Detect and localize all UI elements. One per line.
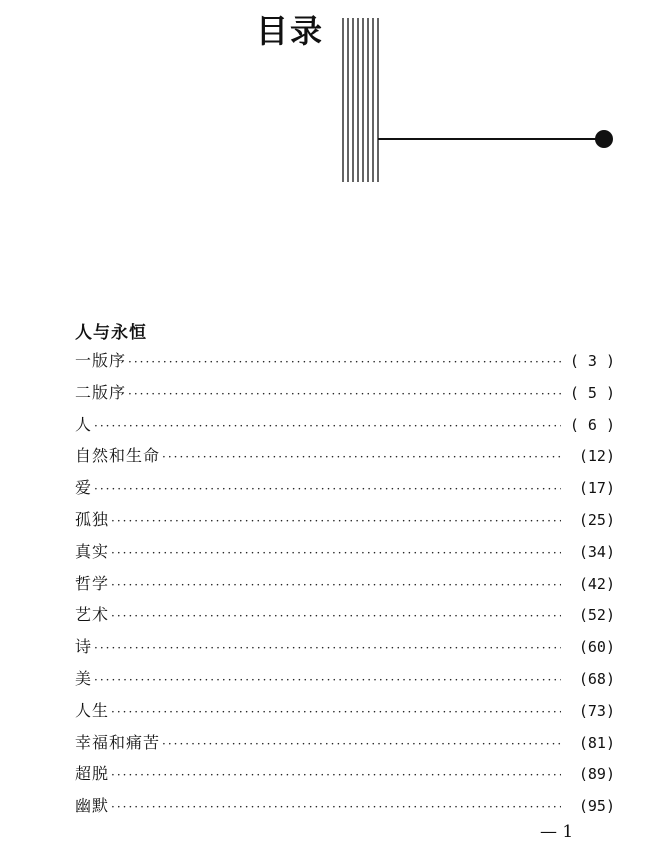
- dot-leader: [162, 442, 561, 474]
- toc-entry[interactable]: [75, 695, 615, 727]
- toc-entry-page: ( 5 ): [569, 383, 615, 402]
- toc-entry-title: 真实: [75, 541, 110, 561]
- toc-entry-title: 幸福和痛苦: [75, 732, 161, 752]
- dot-leader: [111, 697, 561, 729]
- toc-entry-title: 人: [75, 414, 93, 434]
- toc-entry-title: 诗: [75, 637, 93, 657]
- toc-entry[interactable]: [75, 631, 615, 663]
- page-number: — 1: [540, 822, 574, 842]
- toc-entry-page: (95): [578, 797, 615, 816]
- decorative-ornament: [0, 0, 650, 200]
- toc-entry-page: (89): [578, 765, 615, 784]
- dot-leader: [94, 411, 561, 443]
- toc-entry-title: 人生: [75, 700, 110, 720]
- toc-entry-page: ( 6 ): [569, 415, 615, 434]
- toc-entry[interactable]: [75, 504, 615, 536]
- toc-entry[interactable]: [75, 727, 615, 759]
- toc-entry[interactable]: [75, 345, 615, 377]
- toc-entry-page: (68): [578, 669, 615, 688]
- toc-entry-page: (17): [578, 479, 615, 498]
- dot-leader: [111, 760, 561, 792]
- dot-leader: [94, 474, 561, 506]
- section-title: 人与永恒: [75, 323, 147, 343]
- toc-entry[interactable]: [75, 568, 615, 600]
- toc-entry-page: (60): [578, 638, 615, 657]
- toc-list: [75, 345, 615, 822]
- toc-entry-page: (52): [578, 606, 615, 625]
- dot-leader: [94, 665, 561, 697]
- toc-entry-title: 幽默: [75, 796, 110, 816]
- toc-entry-page: (12): [578, 447, 615, 466]
- toc-entry-title: 美: [75, 668, 93, 688]
- toc-entry-title: 自然和生命: [75, 446, 161, 466]
- toc-entry-page: (42): [578, 574, 615, 593]
- dot-ornament: [595, 130, 613, 148]
- toc-entry-title: 超脱: [75, 764, 110, 784]
- page-title: 目录: [256, 12, 325, 50]
- toc-entry-page: (25): [578, 510, 615, 529]
- dot-leader: [111, 601, 561, 633]
- toc-entry[interactable]: [75, 409, 615, 441]
- dot-leader: [111, 570, 561, 602]
- toc-entry-page: (81): [578, 733, 615, 752]
- toc-entry-title: 二版序: [75, 382, 127, 402]
- dot-leader: [94, 633, 561, 665]
- toc-entry[interactable]: [75, 440, 615, 472]
- toc-entry-title: 爱: [75, 478, 93, 498]
- toc-entry[interactable]: [75, 472, 615, 504]
- dot-leader: [162, 729, 561, 761]
- toc-entry[interactable]: [75, 758, 615, 790]
- toc-entry[interactable]: [75, 790, 615, 822]
- toc-entry-title: 哲学: [75, 573, 110, 593]
- toc-entry-title: 孤独: [75, 509, 110, 529]
- toc-entry[interactable]: [75, 599, 615, 631]
- dot-leader: [111, 792, 561, 824]
- toc-entry-title: 艺术: [75, 605, 110, 625]
- toc-entry-page: (73): [578, 701, 615, 720]
- toc-entry-title: 一版序: [75, 351, 127, 370]
- dot-leader: [111, 538, 561, 570]
- vertical-lines-ornament: [343, 18, 378, 182]
- dot-leader: [111, 506, 561, 538]
- toc-entry[interactable]: [75, 377, 615, 409]
- toc-entry-page: (34): [578, 542, 615, 561]
- dot-leader: [128, 379, 561, 411]
- toc-entry[interactable]: [75, 536, 615, 568]
- toc-entry-page: ( 3 ): [569, 352, 615, 370]
- toc-entry[interactable]: [75, 663, 615, 695]
- dot-leader: [128, 347, 561, 379]
